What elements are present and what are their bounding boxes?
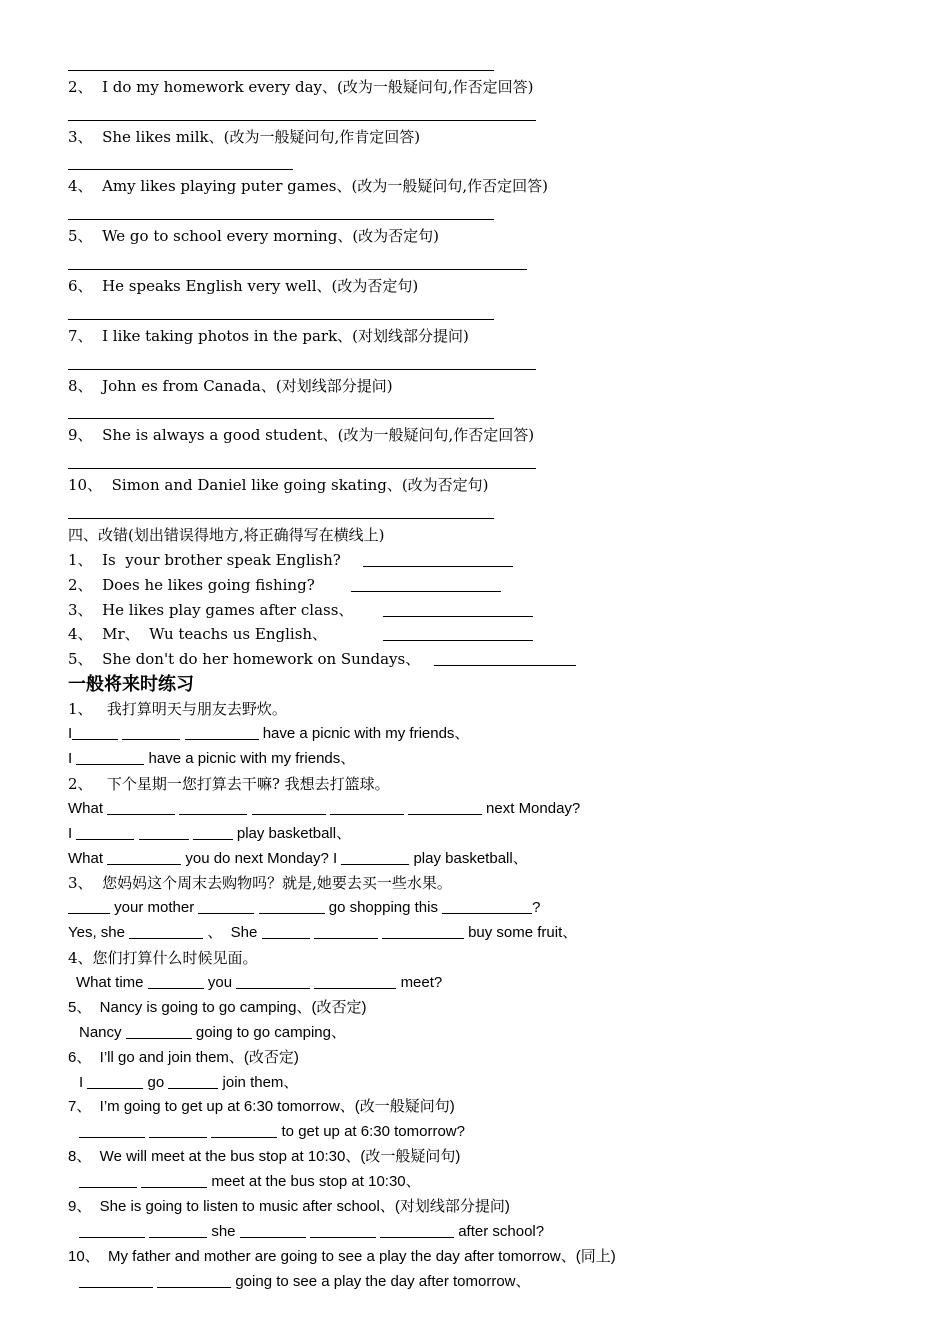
blank[interactable] xyxy=(79,1273,153,1288)
blank[interactable] xyxy=(168,1074,218,1089)
answer-line[interactable] xyxy=(68,50,898,75)
blank[interactable] xyxy=(193,825,233,840)
blank[interactable] xyxy=(314,974,396,989)
q1-line-b: I have a picnic with my friends、 xyxy=(68,749,356,767)
blank[interactable] xyxy=(141,1173,207,1188)
answer-line[interactable] xyxy=(68,448,898,473)
blank[interactable] xyxy=(211,1123,277,1138)
q6-line: I go join them、 xyxy=(79,1073,299,1091)
answer-line[interactable] xyxy=(68,249,898,274)
q3-line-b: Yes, she 、 She buy some fruit、 xyxy=(68,924,578,942)
part3-question: 6、 He speaks English very well、(改为否定句) xyxy=(68,277,419,296)
blank[interactable] xyxy=(383,602,533,617)
q9-prompt: 9、 She is going to listen to music after school、(对划线部分提问) xyxy=(68,1197,510,1215)
blank[interactable] xyxy=(236,974,310,989)
q7-prompt: 7、 I’m going to get up at 6:30 tomorrow、(改一般疑问句) xyxy=(68,1098,455,1116)
correction-item xyxy=(68,548,898,573)
part4-heading: 四、改错(划出错误得地方,将正确得写在横线上) xyxy=(68,525,385,544)
blank[interactable] xyxy=(107,850,181,865)
part3-question: 4、 Amy likes playing puter games、(改为一般疑问句,作否定回答) xyxy=(68,177,548,196)
correction-item xyxy=(68,573,898,598)
q2-line-b: I play basketball、 xyxy=(68,824,352,842)
q2-prompt: 2、 下个星期一您打算去干嘛? 我想去打篮球。 xyxy=(68,774,390,793)
blank[interactable] xyxy=(185,725,259,740)
blank[interactable] xyxy=(76,750,144,765)
answer-line[interactable] xyxy=(68,498,898,523)
q5-line: Nancy going to go camping、 xyxy=(79,1023,346,1041)
blank[interactable] xyxy=(382,924,464,939)
part3-question: 8、 John es from Canada、(对划线部分提问) xyxy=(68,376,393,395)
blank[interactable] xyxy=(198,899,254,914)
blank[interactable] xyxy=(330,800,404,815)
q10-line: going to see a play the day after tomorrow、 xyxy=(68,1270,898,1295)
answer-line[interactable] xyxy=(68,199,898,224)
blank[interactable] xyxy=(149,1223,207,1238)
q9-line: she after school? xyxy=(68,1220,898,1245)
blank[interactable] xyxy=(87,1074,143,1089)
part3-question: 9、 She is always a good student、(改为一般疑问句,作否定回答) xyxy=(68,426,535,445)
correction-text: 2、 Does he likes going fishing? xyxy=(68,575,315,594)
answer-line[interactable] xyxy=(68,100,898,125)
q1-line-a: I have a picnic with my friends、 xyxy=(68,725,470,743)
part3-question: 2、 I do my homework every day、(改为一般疑问句,作否定回答) xyxy=(68,77,534,96)
q10-prompt: 10、 My father and mother are going to see a play the day after tomorrow、(同上) xyxy=(68,1247,616,1265)
blank[interactable] xyxy=(139,825,189,840)
answer-line[interactable] xyxy=(68,398,898,423)
blank[interactable] xyxy=(434,651,576,666)
blank[interactable] xyxy=(259,899,325,914)
blank[interactable] xyxy=(129,924,203,939)
answer-line[interactable] xyxy=(68,150,898,175)
blank[interactable] xyxy=(262,924,310,939)
q7-line: to get up at 6:30 tomorrow? xyxy=(68,1120,898,1145)
blank[interactable] xyxy=(252,800,326,815)
blank[interactable] xyxy=(79,1223,145,1238)
q6-prompt: 6、 I’ll go and join them、(改否定) xyxy=(68,1048,299,1066)
blank[interactable] xyxy=(148,974,204,989)
blank[interactable] xyxy=(72,725,118,740)
correction-text: 3、 He likes play games after class、 xyxy=(68,600,354,619)
q2-line-a: What next Monday? xyxy=(68,799,581,817)
q8-line: meet at the bus stop at 10:30、 xyxy=(68,1170,898,1195)
blank[interactable] xyxy=(157,1273,231,1288)
q4-prompt: 4、您们打算什么时候见面。 xyxy=(68,949,258,968)
blank[interactable] xyxy=(442,899,532,914)
q2-line-c: What you do next Monday? I play basketball、 xyxy=(68,849,528,867)
blank[interactable] xyxy=(126,1024,192,1039)
correction-item xyxy=(68,598,898,623)
answer-line[interactable] xyxy=(68,299,898,324)
blank[interactable] xyxy=(149,1123,207,1138)
part3-question: 7、 I like taking photos in the park、(对划线部分提问) xyxy=(68,326,469,345)
part3-question: 10、 Simon and Daniel like going skating、(改为否定句) xyxy=(68,476,489,495)
q3-prompt: 3、 您妈妈这个周末去购物吗？就是,她要去买一些水果。 xyxy=(68,874,452,893)
blank[interactable] xyxy=(179,800,247,815)
section-title: 一般将来时练习 xyxy=(68,674,194,696)
q4-line: What time you meet? xyxy=(76,973,443,991)
blank[interactable] xyxy=(68,899,110,914)
correction-text: 4、 Mr、 Wu teachs us English、 xyxy=(68,625,328,644)
blank[interactable] xyxy=(341,850,409,865)
blank[interactable] xyxy=(76,825,134,840)
blank[interactable] xyxy=(122,725,180,740)
part3-question: 5、 We go to school every morning、(改为否定句) xyxy=(68,227,440,246)
blank[interactable] xyxy=(351,577,501,592)
correction-text: 5、 She don't do her homework on Sundays、 xyxy=(68,650,421,669)
worksheet xyxy=(68,50,898,1295)
answer-line[interactable] xyxy=(68,349,898,374)
q1-prompt: 1、 我打算明天与朋友去野炊。 xyxy=(68,700,287,719)
correction-item xyxy=(68,647,898,672)
blank[interactable] xyxy=(310,1223,376,1238)
q3-line-a: your mother go shopping this ? xyxy=(68,896,898,921)
blank[interactable] xyxy=(79,1123,145,1138)
blank[interactable] xyxy=(240,1223,306,1238)
part3-question: 3、 She likes milk、(改为一般疑问句,作肯定回答) xyxy=(68,127,421,146)
blank[interactable] xyxy=(408,800,482,815)
blank[interactable] xyxy=(314,924,378,939)
blank[interactable] xyxy=(380,1223,454,1238)
correction-text: 1、 Is your brother speak English? xyxy=(68,550,341,569)
blank[interactable] xyxy=(107,800,175,815)
q5-prompt: 5、 Nancy is going to go camping、(改否定) xyxy=(68,998,367,1016)
blank[interactable] xyxy=(383,626,533,641)
correction-item xyxy=(68,622,898,647)
q8-prompt: 8、 We will meet at the bus stop at 10:30、(改一般疑问句) xyxy=(68,1148,461,1166)
blank[interactable] xyxy=(363,552,513,567)
blank[interactable] xyxy=(79,1173,137,1188)
